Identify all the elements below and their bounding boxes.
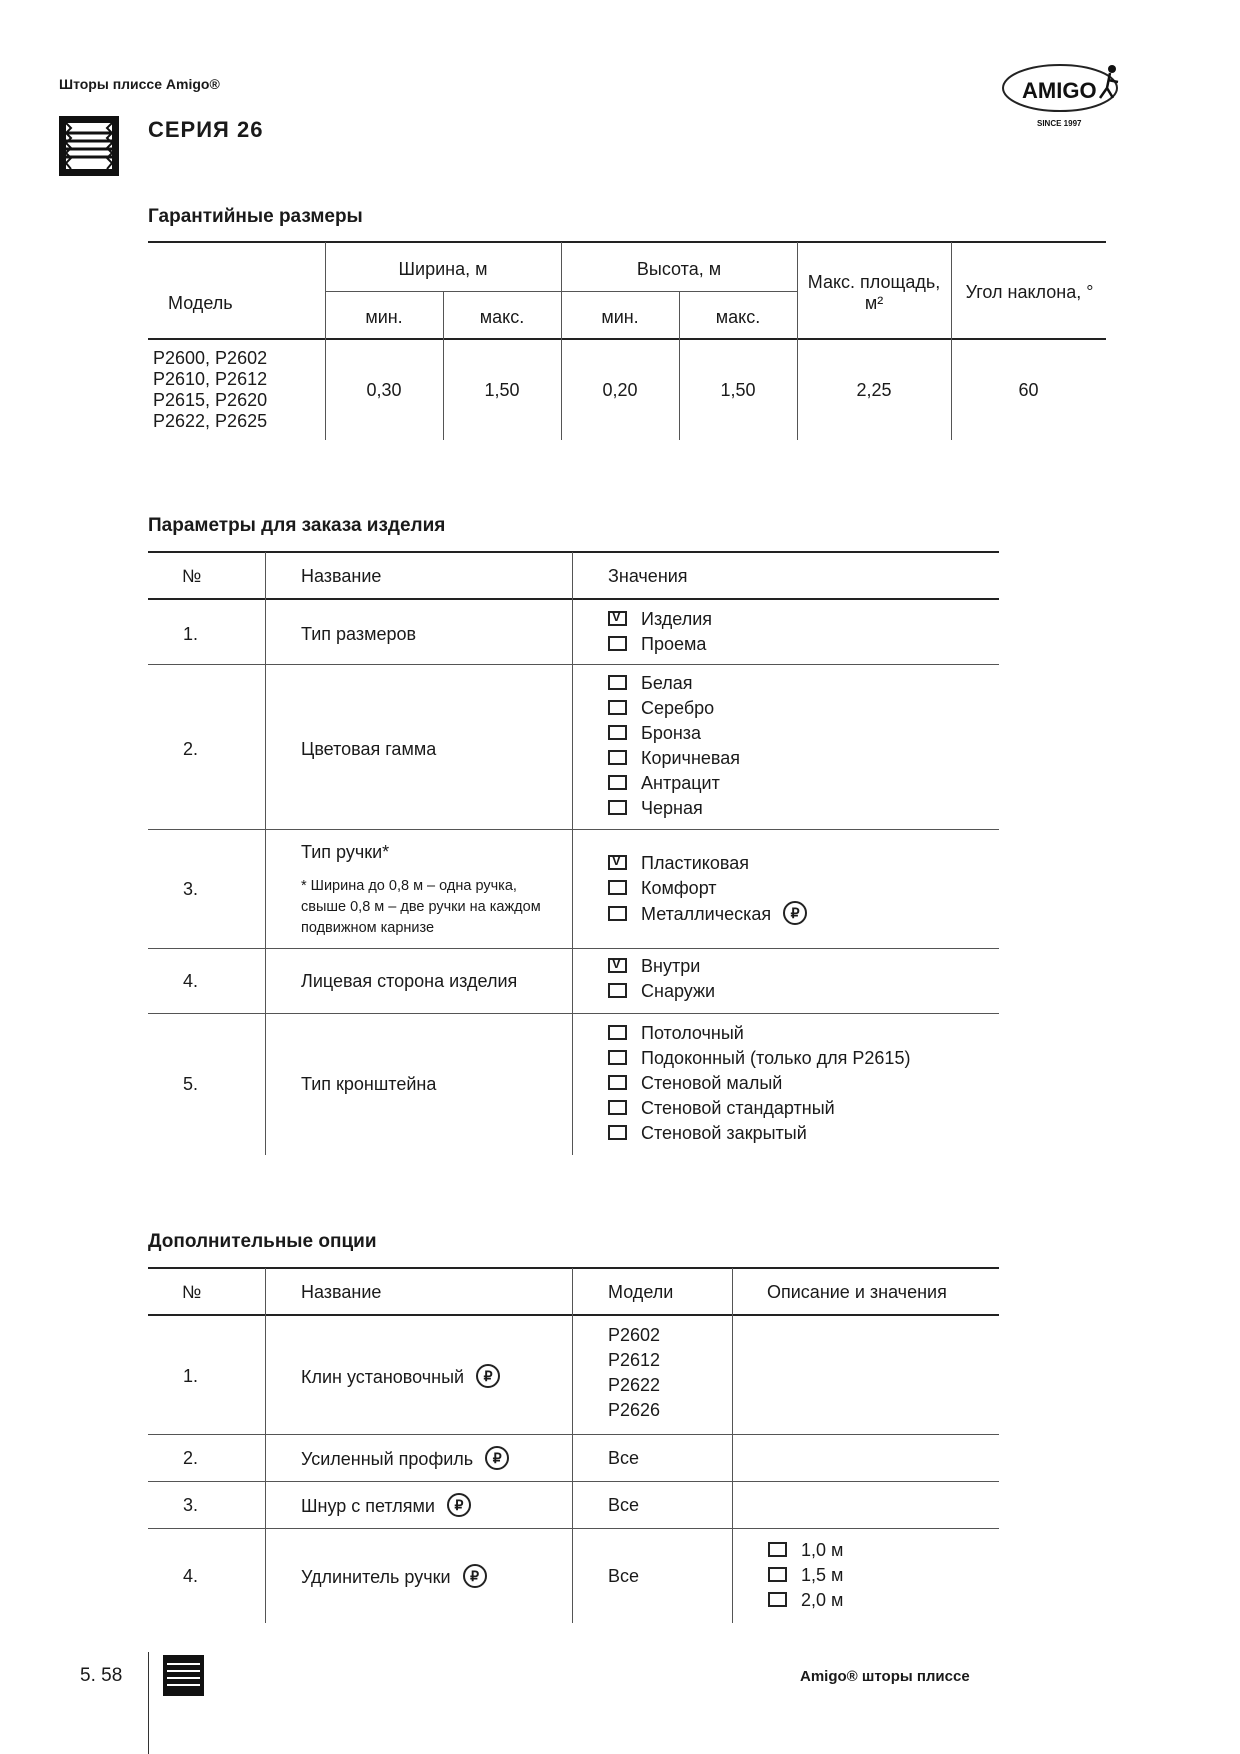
option-list [608, 853, 807, 928]
height-max-value: 1,50 [720, 380, 756, 400]
table-rule [148, 598, 999, 600]
pleated-blind-icon [163, 1655, 204, 1696]
row-number: 2. [183, 739, 199, 759]
width-max-header: макс. [479, 307, 525, 327]
footer-brand: Amigo® шторы плиссе [800, 1668, 970, 1685]
option-item[interactable]: Стеновой закрытый [608, 1123, 910, 1148]
ruble-icon: ₽ [463, 1564, 487, 1588]
model-list [608, 1325, 660, 1425]
checkbox[interactable] [608, 800, 627, 815]
option-item[interactable]: Стеновой малый [608, 1073, 910, 1098]
row-name: Клин установочный ₽ [301, 1366, 500, 1390]
option-list [608, 609, 712, 659]
guarantee-title: Гарантийные размеры [148, 206, 363, 227]
checkbox-checked[interactable] [608, 958, 627, 973]
checkbox[interactable] [768, 1592, 787, 1607]
width-min-header: мин. [365, 307, 403, 327]
option-item[interactable]: Металлическая ₽ [608, 903, 807, 928]
col-values-header: Значения [608, 566, 688, 586]
checkbox-checked[interactable] [608, 611, 627, 626]
option-item[interactable]: 1,0 м [768, 1540, 843, 1565]
option-item[interactable]: 1,5 м [768, 1565, 843, 1590]
model-item: P2622 [608, 1375, 661, 1395]
table-rule [148, 1013, 999, 1014]
model-item: P2615, P2620 [153, 390, 268, 410]
row-number: 2. [183, 1448, 199, 1468]
table-rule [148, 1267, 999, 1269]
height-min-value: 0,20 [602, 380, 638, 400]
area-value: 2,25 [856, 380, 892, 400]
table-divider [265, 1268, 266, 1623]
option-list [608, 1023, 910, 1148]
table-rule [148, 1528, 999, 1529]
checkbox[interactable] [608, 1125, 627, 1140]
height-max-header: макс. [715, 307, 761, 327]
model-item: P2600, P2602 [153, 348, 268, 368]
models-value: Все [608, 1566, 640, 1586]
option-item[interactable]: 2,0 м [768, 1590, 843, 1615]
note-line: * Ширина до 0,8 м – одна ручка, [301, 878, 517, 894]
checkbox[interactable] [608, 1100, 627, 1115]
height-min-header: мин. [601, 307, 639, 327]
row-name: Тип размеров [301, 624, 417, 644]
row-number: 3. [183, 1495, 199, 1515]
model-item: P2610, P2612 [153, 369, 268, 389]
table-rule [148, 829, 999, 830]
table-rule [148, 1434, 999, 1435]
option-item[interactable]: VВнутри [608, 956, 715, 981]
width-max-value: 1,50 [484, 380, 520, 400]
row-name: Лицевая сторона изделия [301, 971, 518, 991]
option-item[interactable]: Снаружи [608, 981, 715, 1006]
row-number: 5. [183, 1074, 199, 1094]
option-list [608, 956, 715, 1006]
models-value: Все [608, 1495, 640, 1515]
models-value: Все [608, 1448, 640, 1468]
checkbox-checked[interactable] [608, 855, 627, 870]
pleated-blind-icon [59, 116, 119, 176]
col-area-header: Макс. площадь, м² [807, 272, 941, 313]
option-item[interactable]: Коричневая [608, 748, 740, 773]
option-item[interactable]: Стеновой стандартный [608, 1098, 910, 1123]
checkbox[interactable] [608, 700, 627, 715]
table-rule [148, 1481, 999, 1482]
option-item[interactable]: Комфорт [608, 878, 807, 903]
row-name: Шнур с петлями ₽ [301, 1495, 471, 1519]
checkbox[interactable] [768, 1542, 787, 1557]
row-number: 4. [183, 971, 199, 991]
option-item[interactable]: Бронза [608, 723, 740, 748]
option-list [608, 673, 740, 823]
col-no-header: № [182, 566, 202, 586]
table-rule [148, 551, 999, 553]
checkbox[interactable] [608, 750, 627, 765]
params-title: Параметры для заказа изделия [148, 515, 446, 536]
page-number: 5. 58 [80, 1665, 123, 1686]
angle-value: 60 [1018, 380, 1039, 400]
option-item[interactable]: Антрацит [608, 773, 740, 798]
option-item[interactable]: Проема [608, 634, 712, 659]
extras-title: Дополнительные опции [148, 1231, 377, 1252]
option-item[interactable]: VИзделия [608, 609, 712, 634]
row-name: Удлинитель ручки ₽ [301, 1566, 487, 1590]
checkbox[interactable] [608, 983, 627, 998]
option-list [768, 1540, 843, 1615]
checkbox[interactable] [768, 1567, 787, 1582]
option-item[interactable]: Серебро [608, 698, 740, 723]
model-list [153, 348, 267, 432]
row-name: Усиленный профиль ₽ [301, 1448, 509, 1472]
table-divider [797, 242, 798, 440]
ruble-icon: ₽ [783, 901, 807, 925]
width-min-value: 0,30 [366, 380, 402, 400]
ruble-icon: ₽ [447, 1493, 471, 1517]
row-number: 4. [183, 1566, 199, 1586]
col-model-header: Модель [168, 293, 233, 313]
col-width-header: Ширина, м [398, 259, 488, 279]
checkbox[interactable] [608, 1075, 627, 1090]
option-item[interactable]: VПластиковая [608, 853, 807, 878]
row-number: 1. [183, 624, 199, 644]
note-line: свыше 0,8 м – две ручки на каждом [301, 899, 541, 915]
checkbox[interactable] [608, 880, 627, 895]
row-name: Цветовая гамма [301, 739, 437, 759]
ruble-icon: ₽ [476, 1364, 500, 1388]
col-height-header: Высота, м [636, 259, 722, 279]
col-desc-header: Описание и значения [767, 1282, 947, 1302]
checkbox[interactable] [608, 1025, 627, 1040]
checkbox[interactable] [608, 906, 627, 921]
col-no-header: № [182, 1282, 202, 1302]
option-item[interactable]: Подоконный (только для P2615) [608, 1048, 910, 1073]
table-divider [572, 552, 573, 1155]
handle-note [301, 876, 541, 939]
checkbox[interactable] [608, 725, 627, 740]
footer-divider [148, 1652, 149, 1754]
table-rule [148, 1314, 999, 1316]
table-rule [148, 948, 999, 949]
row-name: Тип ручки* [301, 842, 390, 862]
model-item: P2612 [608, 1350, 661, 1370]
checkbox[interactable] [608, 636, 627, 651]
checkbox[interactable] [608, 675, 627, 690]
col-name-header: Название [301, 566, 382, 586]
row-number: 1. [183, 1366, 199, 1386]
table-divider [265, 552, 266, 1155]
table-rule [148, 241, 1106, 243]
table-divider [951, 242, 952, 440]
checkbox[interactable] [608, 1050, 627, 1065]
model-item: P2626 [608, 1400, 661, 1420]
option-item[interactable]: Потолочный [608, 1023, 910, 1048]
table-rule [148, 338, 1106, 340]
model-item: P2602 [608, 1325, 661, 1345]
checkbox[interactable] [608, 775, 627, 790]
svg-text:AMIGO: AMIGO [1022, 78, 1097, 103]
option-item[interactable]: Белая [608, 673, 740, 698]
series-title: СЕРИЯ 26 [148, 117, 264, 142]
row-number: 3. [183, 879, 199, 899]
svg-text:SINCE 1997: SINCE 1997 [1037, 119, 1082, 128]
col-name-header: Название [301, 1282, 382, 1302]
model-item: P2622, P2625 [153, 411, 268, 431]
col-angle-header: Угол наклона, ° [965, 282, 1094, 302]
note-line: подвижном карнизе [301, 920, 435, 936]
table-divider [572, 1268, 573, 1623]
option-item[interactable]: Черная [608, 798, 740, 823]
table-rule [148, 664, 999, 665]
table-divider [732, 1268, 733, 1623]
col-models-header: Модели [608, 1282, 674, 1302]
row-name: Тип кронштейна [301, 1074, 437, 1094]
ruble-icon: ₽ [485, 1446, 509, 1470]
amigo-logo [1000, 58, 1130, 134]
header-title: Шторы плиссе Amigo® [59, 76, 220, 92]
